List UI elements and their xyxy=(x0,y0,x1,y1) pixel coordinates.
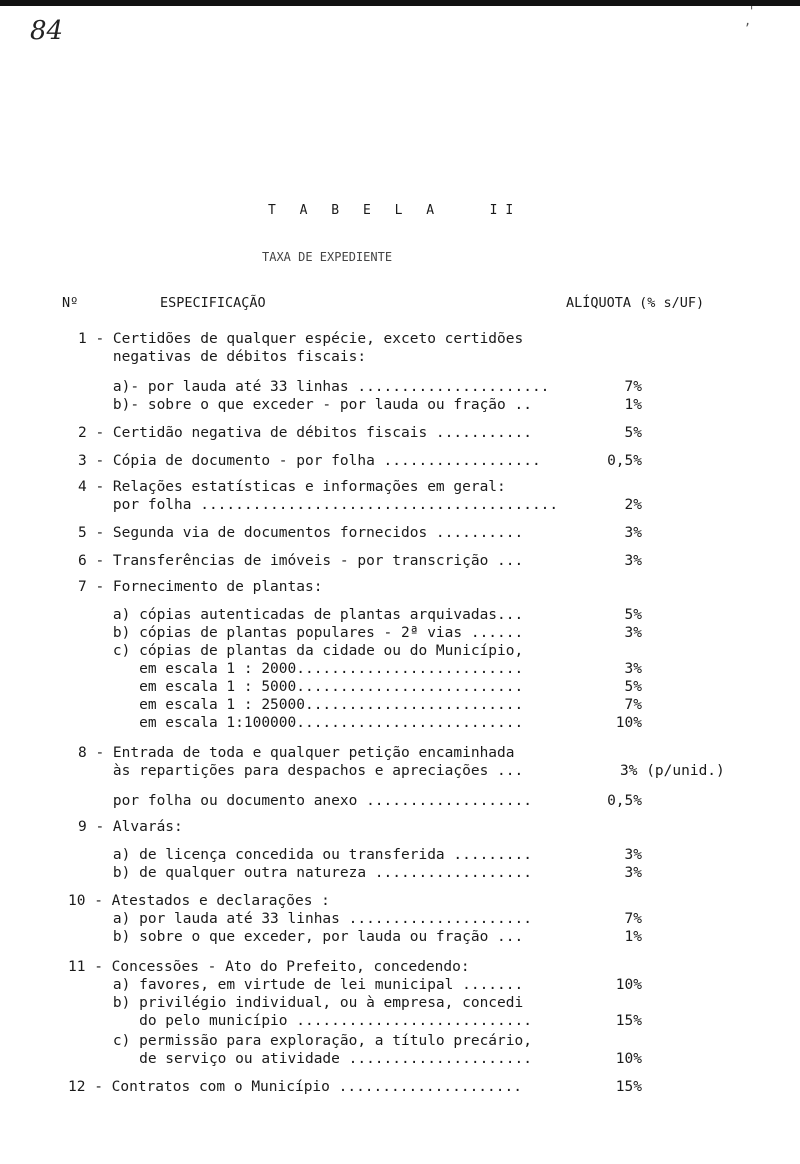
table-row-rate: 10% xyxy=(615,715,642,731)
table-row-text: 4 - Relações estatísticas e informações em geral: xyxy=(78,479,506,495)
header-number: Nº xyxy=(62,295,79,311)
table-row-text: a) de licença concedida ou transferida ......... xyxy=(78,847,532,863)
table-row-rate: 7% xyxy=(624,379,642,395)
table-row-rate: 3% xyxy=(624,661,642,677)
header-specification: ESPECIFICAÇÃO xyxy=(160,295,266,311)
table-row-text: de serviço ou atividade ..................... xyxy=(78,1051,532,1067)
table-row-rate: 1% xyxy=(624,929,642,945)
table-row-text: por folha ......................................... xyxy=(78,497,559,513)
table-subtitle: TAXA DE EXPEDIENTE xyxy=(262,250,393,264)
table-row-text: do pelo município ........................... xyxy=(78,1013,532,1029)
table-row-text: 11 - Concessões - Ato do Prefeito, concedendo: xyxy=(68,959,470,975)
table-row-text: b)- sobre o que exceder - por lauda ou fração .. xyxy=(78,397,532,413)
table-row-text: 8 - Entrada de toda e qualquer petição encaminhada xyxy=(78,745,515,761)
scan-mark: , xyxy=(744,14,752,28)
table-row-rate: 3% xyxy=(624,525,642,541)
table-row-rate: 10% xyxy=(615,977,642,993)
table-row-text: a) por lauda até 33 linhas ..................... xyxy=(78,911,532,927)
table-row-text: 2 - Certidão negativa de débitos fiscais ........... xyxy=(78,425,532,441)
table-row-rate: 5% xyxy=(624,425,642,441)
table-row-text: a) favores, em virtude de lei municipal ....... xyxy=(78,977,524,993)
table-row-rate: 7% xyxy=(624,697,642,713)
table-row-rate: 2% xyxy=(624,497,642,513)
table-row-text: b) cópias de plantas populares - 2ª vias ...... xyxy=(78,625,524,641)
table-row-text: 3 - Cópia de documento - por folha .................. xyxy=(78,453,541,469)
table-row-rate: 3% xyxy=(624,553,642,569)
table-row-text: em escala 1 : 5000.......................... xyxy=(78,679,524,695)
table-title: T A B E L A II xyxy=(268,203,522,218)
table-row-rate: 7% xyxy=(624,911,642,927)
table-row-rate: 5% xyxy=(624,679,642,695)
table-row-text: c) permissão para exploração, a título precário, xyxy=(78,1033,532,1049)
table-row-rate: 1% xyxy=(624,397,642,413)
table-row-text: por folha ou documento anexo ................... xyxy=(78,793,532,809)
table-row-rate: 3% xyxy=(624,625,642,641)
table-row-text: 5 - Segunda via de documentos fornecidos .......... xyxy=(78,525,524,541)
table-row-text: a)- por lauda até 33 linhas ...................... xyxy=(78,379,550,395)
table-row-rate: 15% xyxy=(615,1013,642,1029)
table-row-rate: 0,5% xyxy=(607,453,642,469)
table-row-rate: 0,5% xyxy=(607,793,642,809)
table-row-text: 6 - Transferências de imóveis - por transcrição ... xyxy=(78,553,524,569)
table-row-text: a) cópias autenticadas de plantas arquivadas... xyxy=(78,607,524,623)
table-row-rate: 3% xyxy=(624,865,642,881)
table-row-rate: 5% xyxy=(624,607,642,623)
table-row-text: b) de qualquer outra natureza .................. xyxy=(78,865,532,881)
table-row-text: b) privilégio individual, ou à empresa, concedi xyxy=(78,995,524,1011)
table-row-text: 9 - Alvarás: xyxy=(78,819,183,835)
table-row-text: em escala 1 : 25000......................... xyxy=(78,697,524,713)
table-row-text: negativas de débitos fiscais: xyxy=(78,349,367,365)
table-row-text: c) cópias de plantas da cidade ou do Município, xyxy=(78,643,524,659)
table-row-rate: 3% (p/unid.) xyxy=(620,763,725,779)
table-row-rate: 10% xyxy=(615,1051,642,1067)
table-row-text: 7 - Fornecimento de plantas: xyxy=(78,579,323,595)
table-row-text: 1 - Certidões de qualquer espécie, exceto certidões xyxy=(78,331,524,347)
table-row-rate: 15% xyxy=(615,1079,642,1095)
table-row-text: às repartições para despachos e apreciações ... xyxy=(78,763,524,779)
page-number: 84 xyxy=(30,16,64,46)
table-row-text: em escala 1:100000.......................... xyxy=(78,715,524,731)
table-row-text: 12 - Contratos com o Município ..................... xyxy=(68,1079,522,1095)
table-row-text: b) sobre o que exceder, por lauda ou fração ... xyxy=(78,929,524,945)
table-row-rate: 3% xyxy=(624,847,642,863)
header-rate: ALÍQUOTA (% s/UF) xyxy=(566,295,705,311)
scan-mark: ' xyxy=(748,4,756,18)
table-row-text: em escala 1 : 2000.......................... xyxy=(78,661,524,677)
table-row-text: 10 - Atestados e declarações : xyxy=(68,893,330,909)
